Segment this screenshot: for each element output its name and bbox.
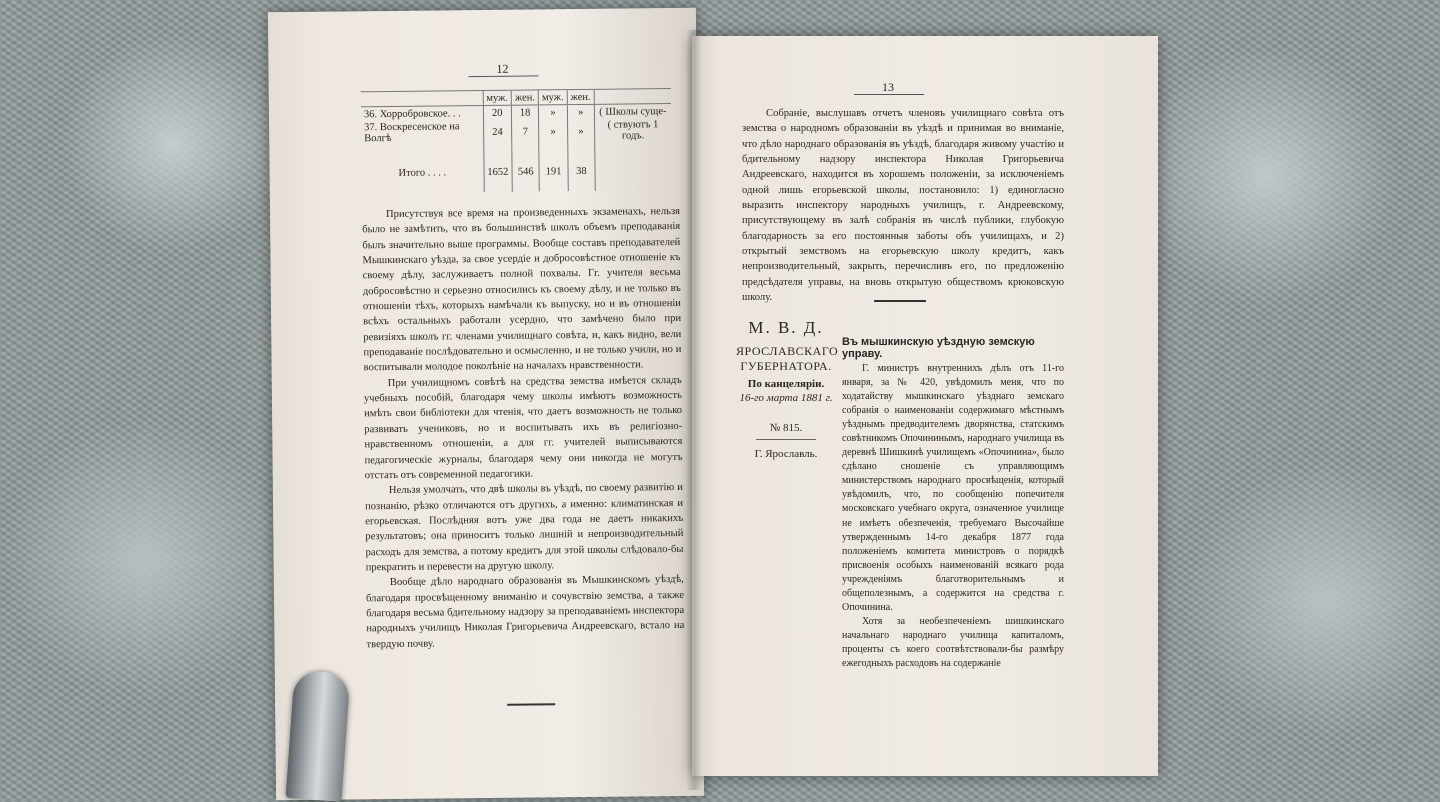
table-cell: 7 xyxy=(512,119,539,143)
letter-body xyxy=(842,362,1064,671)
table-total-row xyxy=(361,142,671,193)
paragraph: Г. министръ внутреннихъ дѣлъ отъ 11-го января, за № 420, увѣдомилъ меня, что по ходатайству мышкинскаго уѣзднаго земскаго собранія о наименованіи содержимаго мѣстнымъ уѣзднымъ предводителемъ дворянства, статскимъ совѣтникомъ Опочининымъ, народнаго училища въ деревнѣ Шишкинѣ училищемъ «Опочинина», было сдѣлано сношеніе съ управляющимъ министерствомъ народнаго просвѣщенія, который увѣдомилъ, что, по сообщенію попечителя московскаго учебнаго округа, означенное училище не имѣетъ обезпеченія, требуемаго Высочайше утвержденнымъ 14-го декабря 1877 года положеніемъ комитета министровъ о порядкѣ присвоенія особыхъ наименованій всякаго рода учрежденіямъ благотворительнымъ и общеполезнымъ, а содержится на средства г. Опочинина. xyxy=(842,363,1064,613)
end-rule xyxy=(507,703,555,706)
section-rule xyxy=(874,300,926,302)
table-cell: » xyxy=(567,104,594,119)
table-cell: » xyxy=(539,105,568,120)
table-note: ( ствуютъ 1 годъ. xyxy=(594,118,671,143)
table-cell: » xyxy=(539,119,568,143)
table-note: ( Школы суще- xyxy=(594,104,671,119)
table-header-cell: муж. xyxy=(483,90,512,105)
letterhead-number: № 815. xyxy=(769,422,803,434)
resolution-text xyxy=(742,106,1064,305)
letterhead-date: 16-го марта 1881 г. xyxy=(739,392,833,404)
paragraph: Нельзя умолчать, что двѣ школы въ уѣздѣ, по своему развитію и познанію, рѣзко отличаются отъ другихъ, а именно: климатинская и егорьевская. Послѣдняя вотъ уже два года не даетъ никакихъ результатовъ; она приноситъ только лишній и непроизводительный расходъ для земства, а потому кредитъ для этой школы слѣдовало-бы прекратить и перевести на другую школу. xyxy=(365,482,684,574)
table-cell: 18 xyxy=(512,105,539,120)
table-header-cell: жен. xyxy=(511,90,538,105)
table-cell xyxy=(595,142,672,191)
school-name: 37. Воскресенское на Волгѣ xyxy=(364,121,460,145)
paragraph: Собраніе, выслушавъ отчетъ членовъ училищнаго совѣта отъ земства о народномъ образованіи въ уѣздѣ и принимая во вниманіе, что дѣло народнаго образованія въ уѣздѣ, благодаря живому участію и бдительному надзору инспектора Николая Григорьевича Андреевскаго, находится въ хорошемъ положеніи, за исключеніемъ одной лишь егорьевской школы, постановило: 1) единогласно выразить инспектору народныхъ училищъ, г. Андреевскому, присутствующему въ залѣ собранія въ числѣ публики, глубокую благодарность за его постоянныя заботы объ училищахъ, и 2) открытый земствомъ на егорьевскую школу кредитъ, какъ непроизводительный, закрыть, перечисливъ его, по предложенію предсѣдателя управы, на вновь открытую обществомъ крюковскую школу. xyxy=(742,108,1064,304)
table-header-cell: муж. xyxy=(538,90,567,105)
page-number: 12 xyxy=(496,61,509,76)
table-cell: » xyxy=(567,119,594,143)
schools-table xyxy=(361,88,672,193)
table-row xyxy=(361,118,671,145)
letterhead-office: По канцеляріи. xyxy=(747,378,825,390)
letterhead xyxy=(736,318,839,460)
letter-opener-blade xyxy=(286,670,351,802)
table-header-cell: жен. xyxy=(567,89,594,104)
table-header-cell xyxy=(594,89,671,105)
table-cell: 38 xyxy=(568,143,596,191)
right-book-page xyxy=(692,36,1158,776)
letterhead-rule xyxy=(756,439,816,440)
school-name: 36. Хорробровское. . . xyxy=(363,107,461,120)
book-spine-shadow xyxy=(686,30,702,790)
page-number-rule xyxy=(854,94,924,95)
total-label: Итого . . . . xyxy=(398,166,447,179)
table-cell: 546 xyxy=(512,143,540,191)
left-body-text xyxy=(362,204,685,652)
letterhead-org: ЯРОСЛАВСКАГО ГУБЕРНАТОРА. xyxy=(736,344,839,373)
table-cell: 191 xyxy=(539,143,568,191)
table-header-cell xyxy=(361,91,483,107)
page-number-rule xyxy=(469,75,539,77)
letterhead-title: М. В. Д. xyxy=(748,318,824,337)
paragraph: Вообще дѣло народнаго образованія въ Мышкинскомъ уѣздѣ, благодаря просвѣщенному вниманію и сочувствію земства, а также благодаря весьма бдительному надзору за преподаваніемъ инспектора народныхъ училищъ Николая Григорьевича Андреевскаго, встало на твердую почву. xyxy=(365,574,685,650)
paragraph: Хотя за необезпеченіемъ шишкинскаго начальнаго народнаго училища капиталомъ, проценты съ коего соотвѣтствовали-бы размѣру ежегодныхъ расходовъ на содержаніе xyxy=(842,615,1064,669)
table-cell: 24 xyxy=(483,120,512,144)
paragraph: При училищномъ совѣтѣ на средства земства имѣется складъ учебныхъ пособій, благодаря чему школы имѣютъ возможность имѣть свои библіотеки для чтенія, что даетъ возможность не только развивать учениковъ, но и воспитывать ихъ въ религіозно-нравственномъ отношеніи, а для гг. учителей выписываются педагогическіе журналы, благодаря чему они никогда не могутъ отстать отъ современной педагогики. xyxy=(363,374,683,482)
paragraph: Присутствуя все время на произведенныхъ экзаменахъ, нельзя было не замѣтить, что въ большинствѣ школъ объемъ преподаванія былъ значительно выше программы. Вообще составъ преподавателей Мышкинскаго уѣзда, за свое усердіе и добросовѣстное отношеніе къ своему дѣлу, заслуживаетъ полной похвалы. Гг. учителя весьма добросовѣстно и серьезно относились къ своему дѣлу, и не только въ отношеніи тѣхъ, которыхъ намѣчали къ выпуску, но и въ отношеніи всѣхъ остальныхъ работали усердно, что замѣчено было при ревизіяхъ школъ гг. членами училищнаго совѣта, и, какъ видно, вели преподаваніе послѣдовательно и осмысленно, и не только учили, но и воспитывали молодое поколѣніе на началахъ нравственности. xyxy=(362,205,682,374)
letter-address: Въ мышкинскую уѣздную земскую управу. xyxy=(842,336,1035,360)
table-cell: 1652 xyxy=(483,144,512,192)
letterhead-city: Г. Ярославль. xyxy=(754,448,818,460)
page-number: 13 xyxy=(882,80,894,94)
table-cell: 20 xyxy=(483,105,512,120)
